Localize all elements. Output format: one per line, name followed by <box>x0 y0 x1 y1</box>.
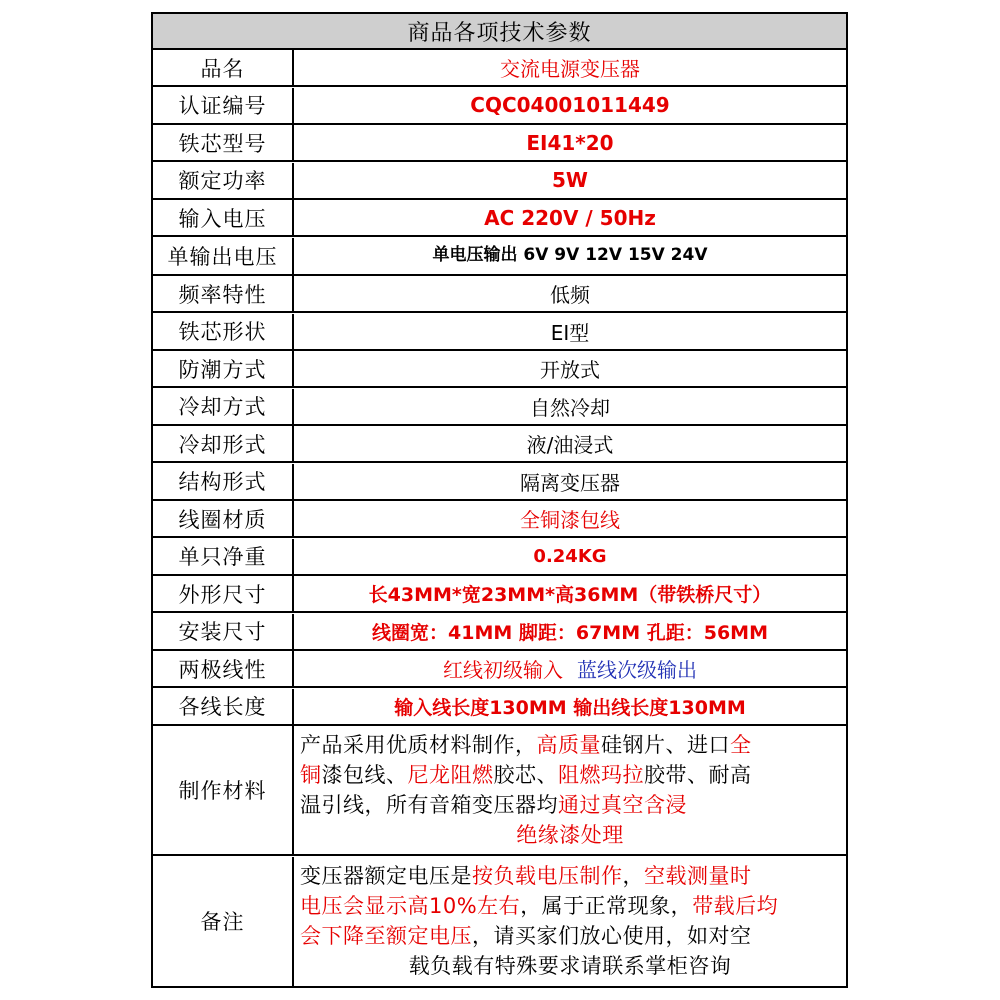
notes-text: 载负载有特殊要求请联系掌柜咨询 <box>408 954 732 979</box>
label-product-name: 品名 <box>153 50 294 87</box>
notes-highlight: 电压会显示高10%左右 <box>300 894 521 919</box>
label-materials: 制作材料 <box>153 726 294 856</box>
materials-highlight: 通过真空含浸 <box>558 793 687 818</box>
notes-text: ，属于正常现象， <box>520 894 693 919</box>
label-output-voltage: 单输出电压 <box>153 238 294 276</box>
notes-highlight: 按负载电压制作 <box>472 864 623 889</box>
value-cert-number: CQC04001011449 <box>294 88 846 125</box>
value-net-weight: 0.24KG <box>294 539 846 576</box>
red-lead-text: 红线初级输入 <box>443 658 563 683</box>
label-frequency: 频率特性 <box>153 276 294 313</box>
value-cooling-method: 自然冷却 <box>294 389 846 426</box>
value-product-name: 交流电源变压器 <box>294 50 846 87</box>
value-coil-material: 全铜漆包线 <box>294 501 846 538</box>
label-dimensions: 外形尺寸 <box>153 576 294 613</box>
value-lead-length: 输入线长度130MM 输出线长度130MM <box>294 689 846 726</box>
label-cooling-form: 冷却形式 <box>153 426 294 463</box>
materials-highlight: 高质量 <box>536 733 601 758</box>
label-rated-power: 额定功率 <box>153 163 294 200</box>
materials-highlight: 阻燃玛拉 <box>558 763 644 788</box>
label-cooling-method: 冷却方式 <box>153 389 294 426</box>
value-core-shape: EI型 <box>294 314 846 351</box>
label-structure: 结构形式 <box>153 464 294 501</box>
materials-text: 温引线，所有音箱变压器均 <box>300 793 558 818</box>
notes-text: ， <box>622 864 644 889</box>
materials-text: 胶芯、 <box>493 763 558 788</box>
label-notes: 备注 <box>153 857 294 986</box>
value-output-voltage: 单电压输出 6V 9V 12V 15V 24V <box>294 238 846 276</box>
value-structure: 隔离变压器 <box>294 464 846 501</box>
materials-text: 胶带、耐高 <box>644 763 752 788</box>
notes-highlight: 会下降至额定电压 <box>300 924 472 949</box>
value-notes <box>294 857 846 986</box>
notes-text: ，请买家们放心使用，如对空 <box>472 924 752 949</box>
value-frequency: 低频 <box>294 276 846 313</box>
materials-text: 硅钢片、进口 <box>601 733 730 758</box>
label-core-shape: 铁芯形状 <box>153 314 294 351</box>
label-core-model: 铁芯型号 <box>153 125 294 162</box>
notes-highlight: 带载后均 <box>692 894 779 919</box>
label-coil-material: 线圈材质 <box>153 501 294 538</box>
materials-highlight: 绝缘漆处理 <box>516 823 624 848</box>
notes-highlight: 空载测量时 <box>644 864 752 889</box>
label-net-weight: 单只净重 <box>153 539 294 576</box>
materials-text: 产品采用优质材料制作， <box>300 733 537 758</box>
label-input-voltage: 输入电压 <box>153 200 294 237</box>
label-mounting-size: 安装尺寸 <box>153 614 294 651</box>
value-materials <box>294 726 846 856</box>
value-cooling-form: 液/油浸式 <box>294 426 846 463</box>
label-cert-number: 认证编号 <box>153 88 294 125</box>
value-dimensions: 长43MM*宽23MM*高36MM（带铁桥尺寸） <box>294 576 846 613</box>
value-moisture-proof: 开放式 <box>294 351 846 388</box>
label-lead-polarity: 两极线性 <box>153 651 294 688</box>
value-rated-power: 5W <box>294 163 846 200</box>
blue-lead-text: 蓝线次级输出 <box>577 658 697 683</box>
label-lead-length: 各线长度 <box>153 689 294 726</box>
materials-highlight: 尼龙阻燃 <box>407 763 494 788</box>
materials-highlight: 全 <box>730 733 752 758</box>
spec-table <box>151 12 848 988</box>
value-lead-polarity <box>294 651 846 688</box>
materials-text: 漆包线、 <box>321 763 408 788</box>
table-title: 商品各项技术参数 <box>153 14 846 50</box>
label-moisture-proof: 防潮方式 <box>153 351 294 388</box>
value-core-model: EI41*20 <box>294 125 846 162</box>
value-input-voltage: AC 220V / 50Hz <box>294 200 846 237</box>
materials-highlight: 铜 <box>300 763 322 788</box>
value-mounting-size: 线圈宽：41MM 脚距：67MM 孔距：56MM <box>294 614 846 651</box>
notes-text: 变压器额定电压是 <box>300 864 472 889</box>
